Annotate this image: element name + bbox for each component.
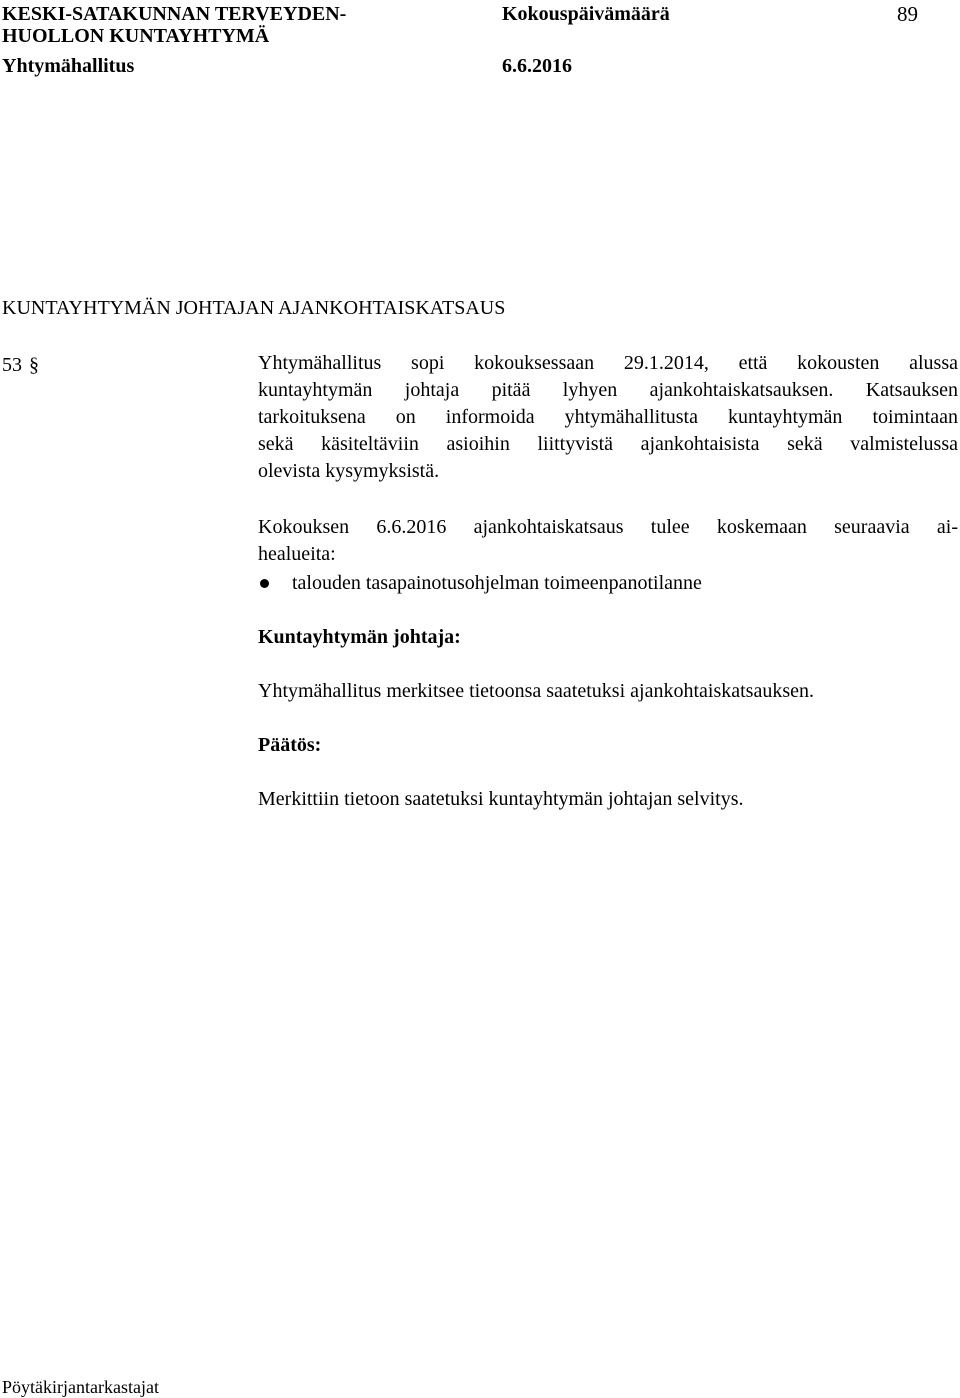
footer-signers-label: Pöytäkirjantarkastajat — [2, 1377, 159, 1397]
intro-line: Yhtymähallitus sopi kokouksessaan 29.1.2014, että kokousten alussa — [258, 352, 958, 374]
topics-line: Kokouksen 6.6.2016 ajankohtaiskatsaus tulee koskemaan seuraavia ai- — [258, 516, 958, 538]
governing-body-name: Yhtymähallitus — [2, 55, 135, 77]
proposal-text: Yhtymähallitus merkitsee tietoonsa saatetuksi ajankohtaiskatsauksen. — [258, 680, 814, 702]
meeting-date-label: Kokouspäivämäärä — [502, 3, 670, 25]
section-title: KUNTAYHTYMÄN JOHTAJAN AJANKOHTAISKATSAUS — [2, 297, 506, 319]
intro-paragraph — [258, 350, 958, 485]
intro-line: olevista kysymyksistä. — [258, 460, 440, 482]
proposal-heading: Kuntayhtymän johtaja: — [258, 626, 461, 648]
page-number: 89 — [897, 2, 918, 26]
section-symbol: § — [29, 354, 39, 376]
section-number — [2, 354, 39, 376]
intro-line: sekä käsiteltäviin asioihin liittyvistä ajankohtaisista sekä valmistelussa — [258, 433, 958, 455]
topics-paragraph — [258, 514, 958, 568]
org-name-line2: HUOLLON KUNTAYHTYMÄ — [2, 25, 270, 47]
intro-line: tarkoituksena on informoida yhtymähallitusta kuntayhtymän toimintaan — [258, 406, 958, 428]
meeting-date-value: 6.6.2016 — [502, 55, 572, 77]
decision-heading: Päätös: — [258, 734, 322, 756]
intro-line: kuntayhtymän johtaja pitää lyhyen ajankohtaiskatsauksen. Katsauksen — [258, 379, 958, 401]
section-number-value: 53 — [2, 354, 22, 376]
org-name-line1: KESKI-SATAKUNNAN TERVEYDEN- — [2, 3, 347, 25]
bullet-text: talouden tasapainotusohjelman toimeenpanotilanne — [292, 572, 702, 594]
bullet-list-item — [258, 570, 958, 597]
decision-text: Merkittiin tietoon saatetuksi kuntayhtymän johtajan selvitys. — [258, 788, 744, 810]
bullet-dot-icon — [260, 579, 269, 588]
topics-line: healueita: — [258, 543, 336, 565]
